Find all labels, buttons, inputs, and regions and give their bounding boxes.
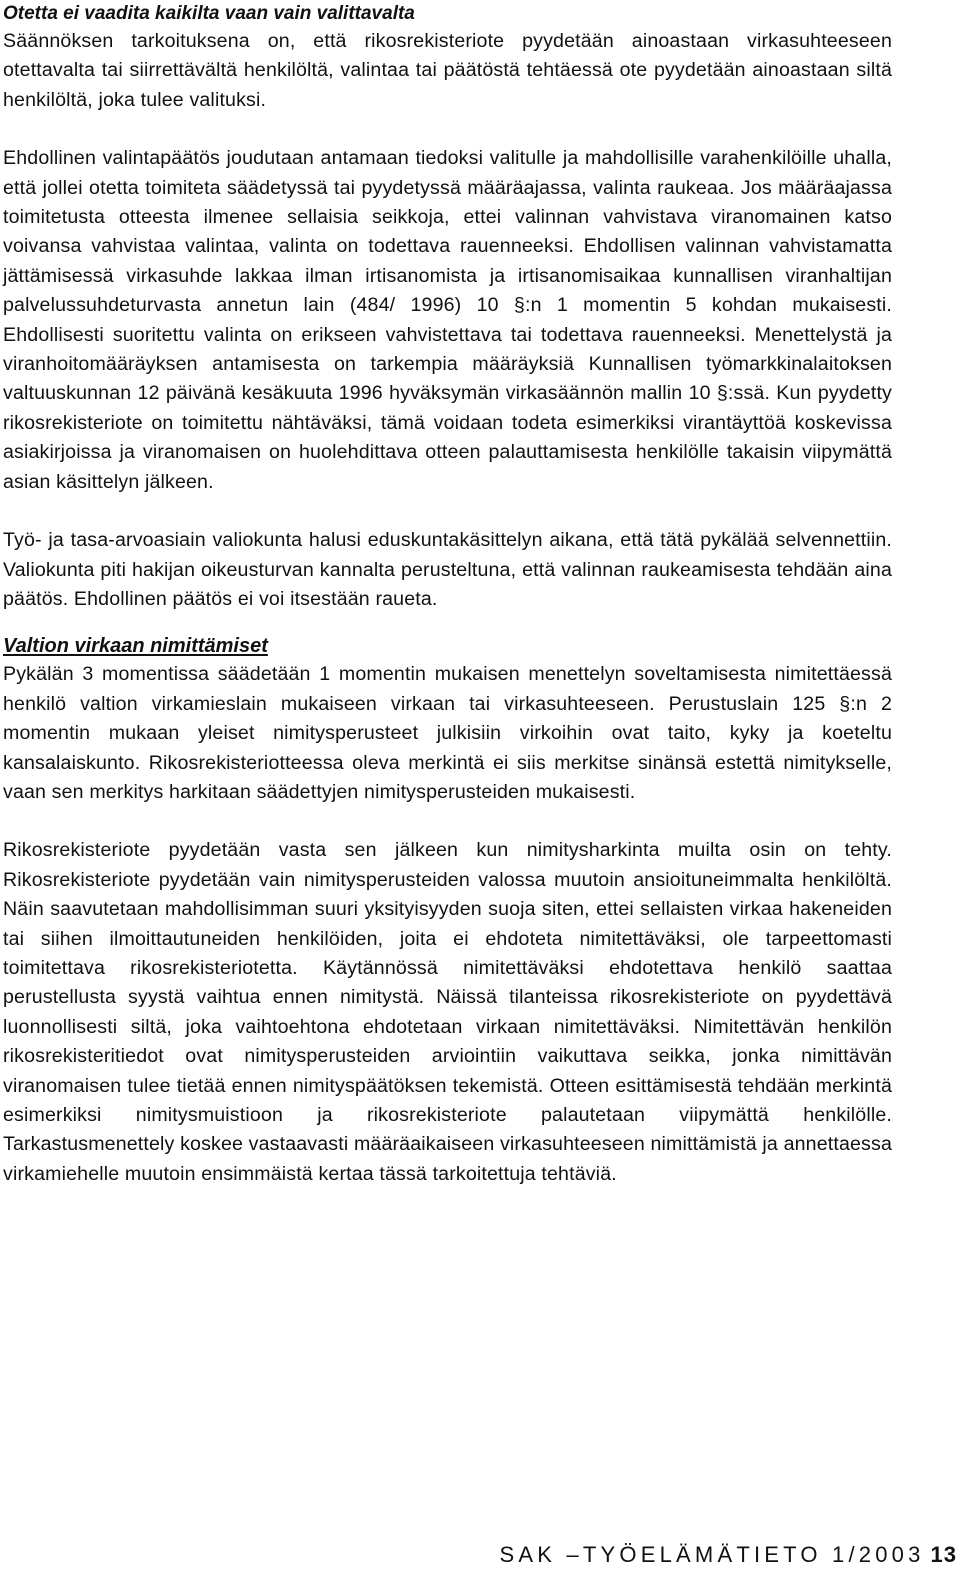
page-number: 13 xyxy=(930,1542,957,1567)
paragraph: Rikosrekisteriote pyydetään vasta sen jälkeen kun nimitysharkinta muilta osin on tehty. Rikosrekisteriote pyydetään vain nimitysperusteiden valossa muutoin ansioituneimmalta henkilöltä. Näin saavutetaan mahdollisimman suuri yksityisyyden suoja siten, ettei sellaisten virkaa hakeneiden tai siihen ilmoittautuneiden henkilöiden, joita ei ehdoteta nimitettäväksi, ole tarpeettomasti toimitettava rikosrekisteriotetta. Käytännössä nimitettäväksi ehdotettava henkilö saattaa perustellusta syystä vaihtua ennen nimitystä. Näissä tilanteissa rikosrekisteriote on pyydettävä luonnollisesti siltä, joka vaihtoehtona ehdotetaan virkaan nimitettäväksi. Nimitettävän henkilön rikosrekisteritiedot ovat nimitysperusteiden arviointiin vaikuttava seikka, jonka nimittävän viranomaisen tulee tietää ennen nimityspäätöksen tekemistä. Otteen esittämisestä tehdään merkintä esimerkiksi nimitysmuistioon ja rikosrekisteriote palautetaan viipymättä henkilölle. Tarkastusmenettely koskee vastaavasti määräaikaiseen virkasuhteeseen nimittämistä ja annettaessa virkamiehelle muutoin ensimmäistä kertaa tässä tarkoitettuja tehtäviä. xyxy=(3,839,892,1185)
paragraph: Työ- ja tasa-arvoasiain valiokunta halusi eduskuntakäsittelyn aikana, että tätä pykälää selvennettiin. Valiokunta piti hakijan oikeusturvan kannalta perusteltuna, että valinnan raukeamisesta tehdään aina päätös. Ehdollinen päätös ei voi itsestään raueta. xyxy=(3,529,892,610)
article-body xyxy=(3,0,892,1189)
paragraph: Pykälän 3 momentissa säädetään 1 momentin mukaisen menettelyn soveltamisesta nimitettäessä henkilö valtion virkamieslain mukaiseen virkaan tai virkasuhteeseen. Perustuslain 125 §:n 2 momentin mukaan yleiset nimitysperusteet julkisiin virkoihin ovat taito, kyky ja koeteltu kansalaiskunto. Rikosrekisteriotteessa oleva merkintä ei siis merkitse sinänsä estettä nimitykselle, vaan sen merkitys harkitaan säädettyjen nimitysperusteiden mukaisesti. xyxy=(3,663,892,803)
publication-name: SAK –TYÖELÄMÄTIETO 1/2003 xyxy=(499,1542,925,1567)
section-heading-valtion-virkaan: Valtion virkaan nimittämiset xyxy=(3,635,268,658)
paragraph: Säännöksen tarkoituksena on, että rikosrekisteriote pyydetään ainoastaan virkasuhteeseen otettavalta tai siirrettävältä henkilöltä, valintaa tai päätöstä tehtäessä ote pyydetään ainoastaan siltä henkilöltä, joka tulee valituksi. xyxy=(3,30,892,111)
section-heading-rikosrekisteriote: Otetta ei vaadita kaikilta vaan vain valittavalta xyxy=(3,3,415,24)
page-footer xyxy=(500,1540,957,1570)
paragraph: Ehdollinen valintapäätös joudutaan antamaan tiedoksi valitulle ja mahdollisille varahenkilöille uhalla, että jollei otetta toimiteta säädetyssä tai pyydetyssä määräajassa, valinta raukeaa. Jos määräajassa toimitetusta otteesta ilmenee sellaisia seikkoja, ettei valinnan vahvistava viranomainen katso voivansa vahvistaa valintaa, valinta on todettava rauenneeksi. Ehdollisen valinnan vahvistamatta jättämisessä virkasuhde lakkaa ilman irtisanomista ja irtisanomisaikaa kunnallisen viranhaltijan palvelussuhdeturvasta annetun lain (484/ 1996) 10 §:n 1 momentin 5 kohdan mukaisesti. Ehdollisesti suoritettu valinta on erikseen vahvistettava tai todettava rauenneeksi. Menettelystä ja viranhoitomääräyksen antamisesta on tarkempia määräyksiä Kunnallisen työmarkkinalaitoksen valtuuskunnan 12 päivänä kesäkuuta 1996 hyväksymän virkasäännön mallin 10 §:ssä. Kun pyydetty rikosrekisteriote on toimitettu nähtäväksi, tämä voidaan todeta esimerkiksi virantäyttöä koskevissa asiakirjoissa ja viranomaisen on huolehdittava otteen palauttamisesta henkilölle takaisin viipymättä asian käsittelyn jälkeen. xyxy=(3,147,892,493)
